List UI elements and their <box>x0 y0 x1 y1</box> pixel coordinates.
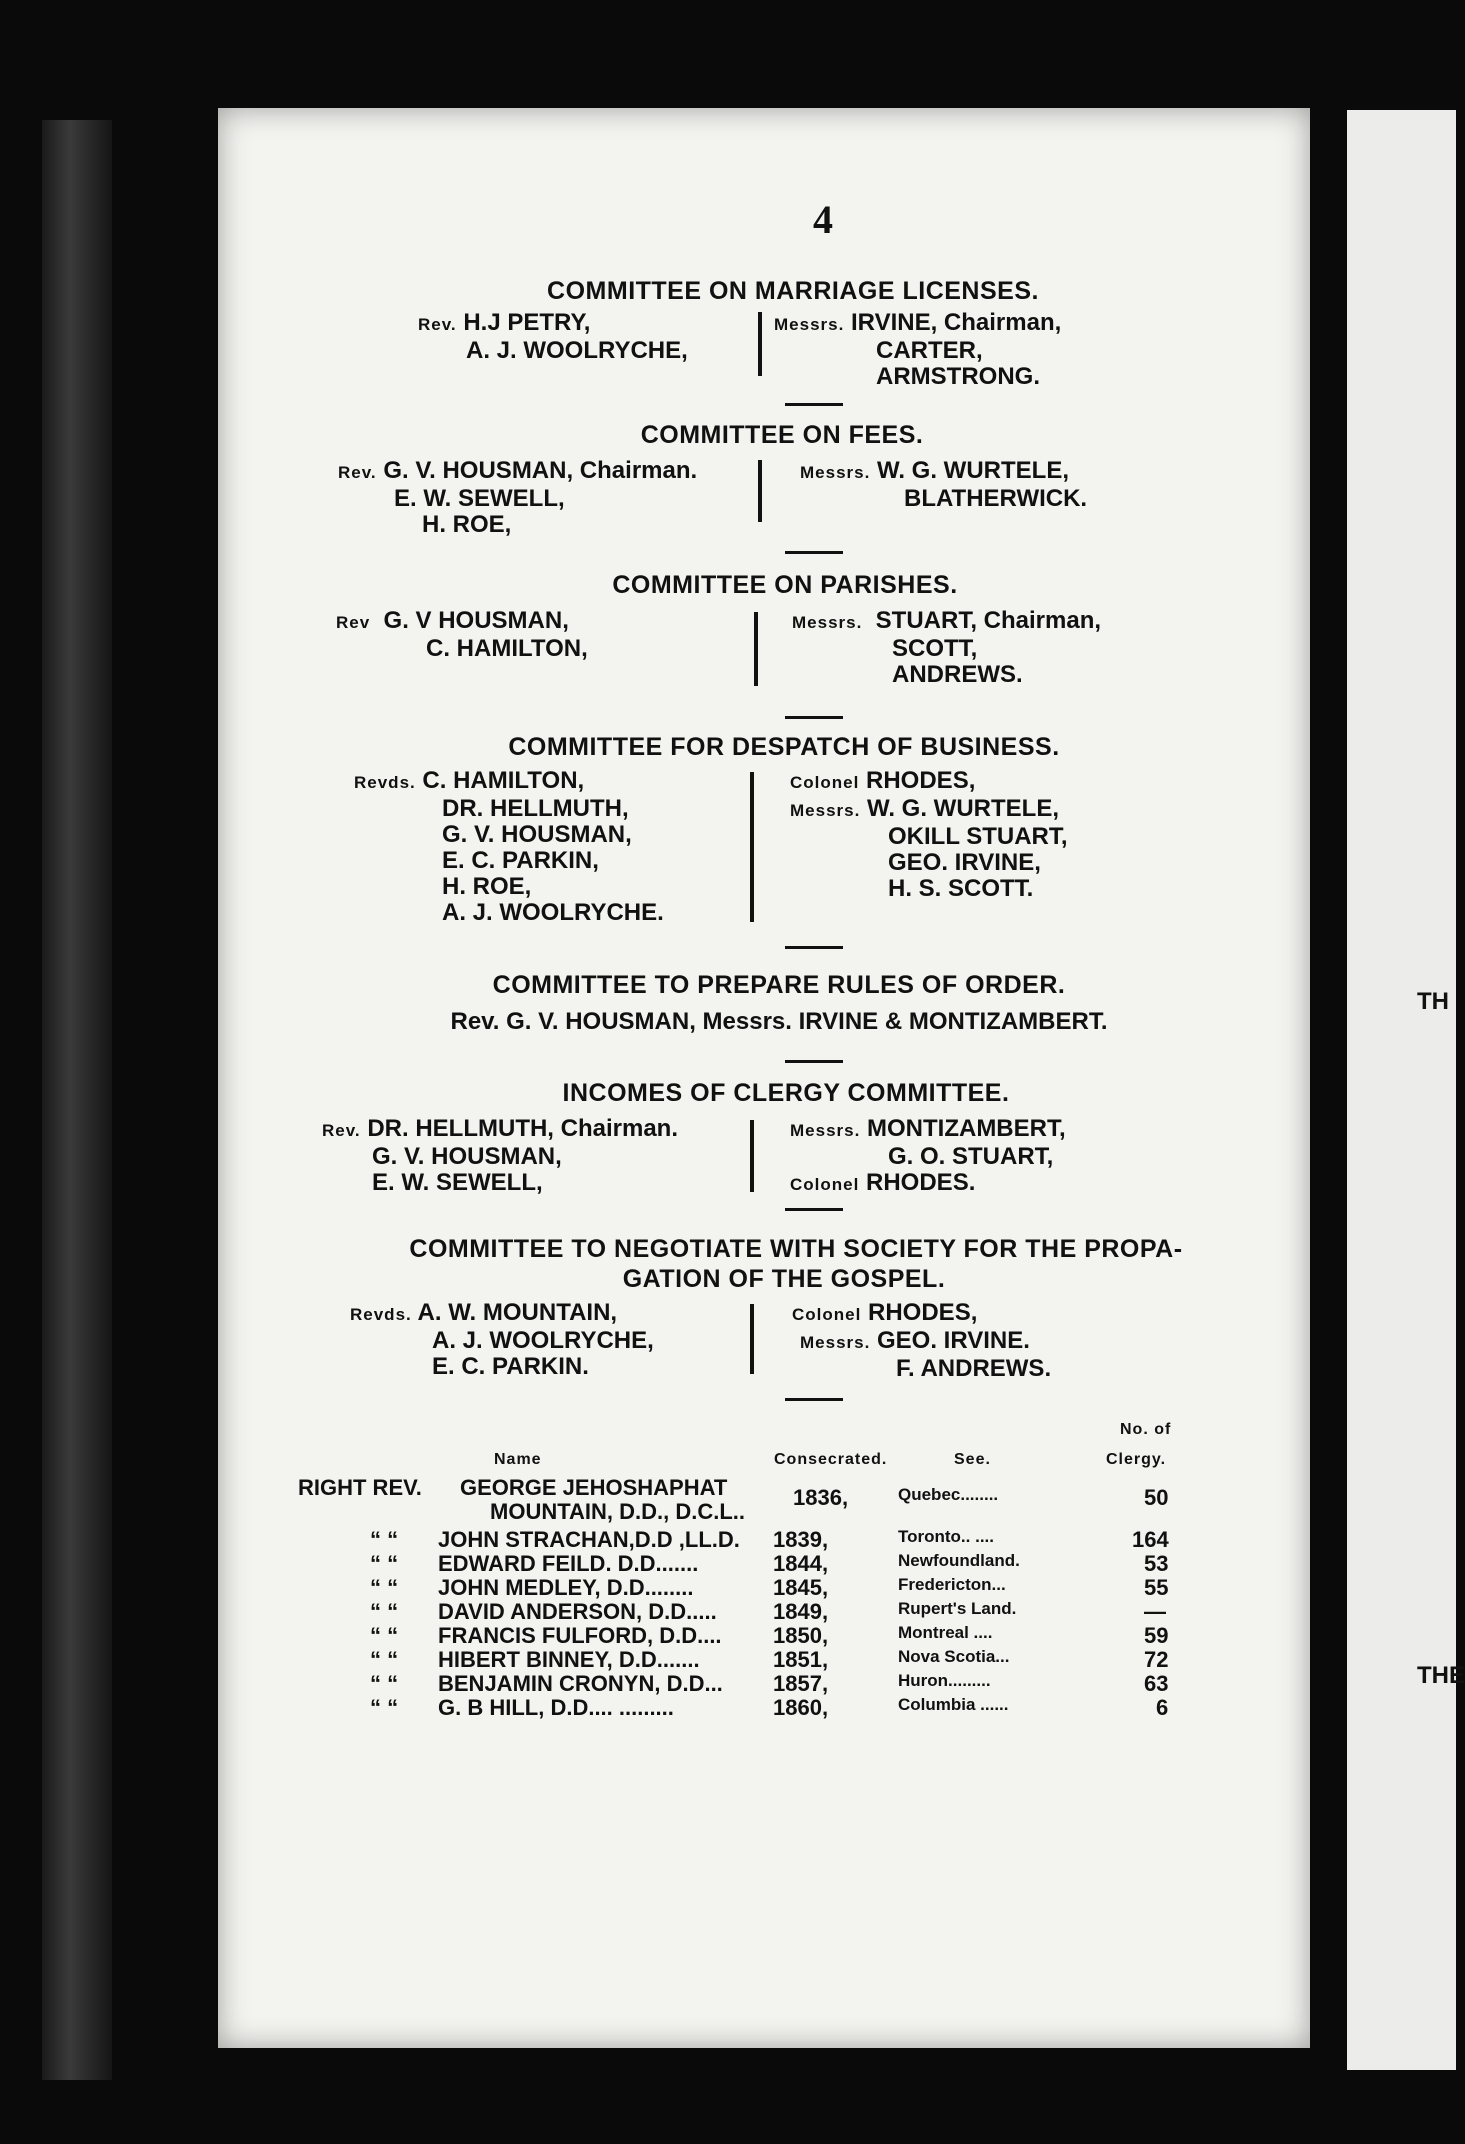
title-abbrev: Messrs. <box>800 463 871 482</box>
see-name: Huron......... <box>898 1671 991 1690</box>
column-header-see: See. <box>954 1451 991 1468</box>
see-name: Rupert's Land. <box>898 1599 1017 1618</box>
bishop-name: GEORGE JEHOSHAPHAT <box>460 1475 728 1500</box>
column-header-name: Name <box>494 1451 542 1468</box>
member-name: G. V. HOUSMAN, <box>372 1143 562 1170</box>
member-name: A. J. WOOLRYCHE, <box>432 1327 654 1354</box>
member-name: W. G. WURTELE, <box>877 457 1069 484</box>
facing-page-fragment: TH <box>1417 988 1449 1015</box>
consecration-year: 1845, <box>773 1575 829 1600</box>
bishop-name: BENJAMIN CRONYN, D.D... <box>438 1671 723 1696</box>
bishop-name: G. B HILL, D.D.... ......... <box>438 1695 674 1720</box>
clergy-count: 53 <box>1144 1551 1169 1576</box>
section-heading: COMMITTEE ON MARRIAGE LICENSES. <box>547 277 1039 305</box>
consecration-year: 1839, <box>773 1527 829 1552</box>
section-rule <box>785 1208 843 1211</box>
ditto-mark: “ “ <box>370 1623 399 1648</box>
member-name: ANDREWS. <box>892 661 1023 688</box>
member-name: OKILL STUART, <box>888 823 1068 850</box>
clergy-column <box>350 1300 654 1380</box>
member-name: RHODES, <box>866 767 976 794</box>
column-header-clergy-top: No. of <box>1120 1421 1172 1438</box>
member-name: IRVINE, Chairman, <box>851 309 1062 336</box>
member-name: G. V. HOUSMAN, <box>442 821 632 848</box>
title-abbrev: Revds. <box>350 1305 412 1324</box>
title-abbrev: Messrs. <box>792 613 863 632</box>
title-abbrev: Messrs. <box>790 1121 861 1140</box>
member-name: A. W. MOUNTAIN, <box>417 1299 618 1326</box>
member-name: DR. HELLMUTH, Chairman. <box>367 1115 679 1142</box>
member-name: SCOTT, <box>892 635 978 662</box>
consecration-year: 1860, <box>773 1695 829 1720</box>
column-header-consecrated: Consecrated. <box>774 1451 888 1468</box>
section-heading: GATION OF THE GOSPEL. <box>622 1265 946 1293</box>
table-row <box>318 1551 1218 1575</box>
clergy-count: 59 <box>1144 1623 1169 1648</box>
clergy-count: 50 <box>1144 1485 1169 1510</box>
clergy-count: 55 <box>1144 1575 1169 1600</box>
member-name: H. ROE, <box>442 873 532 900</box>
section-heading: COMMITTEE TO NEGOTIATE WITH SOCIETY FOR THE PROPA- <box>409 1235 1183 1263</box>
bishop-name: DAVID ANDERSON, D.D..... <box>438 1599 717 1624</box>
table-row <box>318 1527 1218 1551</box>
member-name: G. V HOUSMAN, <box>383 607 569 634</box>
clergy-count: — <box>1144 1599 1166 1624</box>
ditto-mark: “ “ <box>370 1527 399 1552</box>
laity-column <box>792 608 1101 688</box>
section-heading: INCOMES OF CLERGY COMMITTEE. <box>562 1079 1010 1107</box>
title-abbrev: Colonel <box>792 1305 862 1324</box>
bishop-prefix: RIGHT REV. <box>298 1475 422 1500</box>
section-rule <box>785 1060 843 1063</box>
see-name: Columbia ...... <box>898 1695 1009 1714</box>
member-name: DR. HELLMUTH, <box>442 795 629 822</box>
ditto-mark: “ “ <box>370 1695 399 1720</box>
table-row <box>318 1671 1218 1695</box>
clergy-column <box>336 608 588 662</box>
title-abbrev: Rev. <box>418 315 457 334</box>
title-abbrev: Colonel <box>790 773 860 792</box>
book-spine-edge <box>42 120 112 2080</box>
member-name: F. ANDREWS. <box>896 1355 1052 1382</box>
clergy-count: 164 <box>1132 1527 1169 1552</box>
document-page <box>218 108 1310 2048</box>
member-name: A. J. WOOLRYCHE. <box>442 899 664 926</box>
title-abbrev: Messrs. <box>774 315 845 334</box>
bishop-name: EDWARD FEILD. D.D....... <box>438 1551 699 1576</box>
table-row <box>318 1575 1218 1599</box>
title-abbrev: Rev. <box>322 1121 361 1140</box>
bishop-name: JOHN MEDLEY, D.D........ <box>438 1575 694 1600</box>
laity-column <box>800 458 1087 512</box>
committee-members-line: Rev. G. V. HOUSMAN, Messrs. IRVINE & MONTIZAMBERT. <box>450 1008 1108 1035</box>
section-despatch-of-business <box>218 732 1310 926</box>
facing-page-fragment: THE <box>1417 1662 1465 1689</box>
bishop-name: FRANCIS FULFORD, D.D.... <box>438 1623 722 1648</box>
title-abbrev: Messrs. <box>800 1333 871 1352</box>
consecration-year: 1851, <box>773 1647 829 1672</box>
bishop-name: HIBERT BINNEY, D.D....... <box>438 1647 700 1672</box>
section-rule <box>785 551 843 554</box>
title-abbrev: Colonel <box>790 1175 860 1194</box>
member-name: GEO. IRVINE, <box>888 849 1041 876</box>
clergy-count: 72 <box>1144 1647 1169 1672</box>
section-heading: COMMITTEE TO PREPARE RULES OF ORDER. <box>492 971 1066 999</box>
see-name: Quebec........ <box>898 1485 999 1504</box>
see-name: Toronto.. .... <box>898 1527 994 1546</box>
section-fees <box>218 420 1310 538</box>
title-abbrev: Messrs. <box>790 801 861 820</box>
member-name: H. S. SCOTT. <box>888 875 1034 902</box>
member-name: RHODES. <box>866 1169 976 1196</box>
table-row <box>318 1623 1218 1647</box>
section-rules-of-order <box>218 970 1310 1036</box>
laity-column <box>790 768 1068 902</box>
member-name: GEO. IRVINE. <box>877 1327 1030 1354</box>
see-name: Montreal .... <box>898 1623 993 1642</box>
column-divider <box>754 612 758 686</box>
consecration-year: 1857, <box>773 1671 829 1696</box>
section-heading: COMMITTEE ON FEES. <box>640 421 924 449</box>
clergy-column <box>418 310 688 364</box>
column-divider <box>758 460 762 522</box>
member-name: W. G. WURTELE, <box>867 795 1059 822</box>
title-abbrev: Rev <box>336 613 371 632</box>
ditto-mark: “ “ <box>370 1575 399 1600</box>
column-divider <box>758 312 762 376</box>
ditto-mark: “ “ <box>370 1671 399 1696</box>
column-divider <box>750 1304 754 1374</box>
member-name: BLATHERWICK. <box>904 485 1088 512</box>
member-name: H. ROE, <box>422 511 512 538</box>
member-name: ARMSTRONG. <box>876 363 1040 390</box>
consecration-year: 1849, <box>773 1599 829 1624</box>
member-name: G. O. STUART, <box>888 1143 1054 1170</box>
laity-column <box>774 310 1061 390</box>
consecration-year: 1844, <box>773 1551 829 1576</box>
section-incomes-of-clergy <box>218 1078 1310 1196</box>
clergy-column <box>338 458 697 538</box>
section-rule <box>785 946 843 949</box>
member-name: CARTER, <box>876 337 983 364</box>
member-name: E. W. SEWELL, <box>394 485 565 512</box>
member-name: E. C. PARKIN, <box>442 847 599 874</box>
consecration-year: 1836, <box>793 1485 849 1510</box>
table-row <box>318 1599 1218 1623</box>
table-row <box>318 1695 1218 1719</box>
ditto-mark: “ “ <box>370 1647 399 1672</box>
table-row <box>318 1499 1218 1523</box>
member-name: A. J. WOOLRYCHE, <box>466 337 688 364</box>
member-name: H.J PETRY, <box>463 309 591 336</box>
member-name: RHODES, <box>868 1299 978 1326</box>
member-name: E. C. PARKIN. <box>432 1353 589 1380</box>
see-name: Nova Scotia... <box>898 1647 1010 1666</box>
bishop-name: JOHN STRACHAN,D.D ,LL.D. <box>438 1527 740 1552</box>
title-abbrev: Rev. <box>338 463 377 482</box>
table-row <box>318 1647 1218 1671</box>
laity-column <box>792 1300 1051 1382</box>
member-name: C. HAMILTON, <box>422 767 585 794</box>
section-heading: COMMITTEE FOR DESPATCH OF BUSINESS. <box>508 733 1060 761</box>
member-name: MONTIZAMBERT, <box>867 1115 1066 1142</box>
clergy-column <box>322 1116 678 1196</box>
title-abbrev: Revds. <box>354 773 416 792</box>
member-name: G. V. HOUSMAN, Chairman. <box>383 457 698 484</box>
column-divider <box>750 1120 754 1192</box>
consecration-year: 1850, <box>773 1623 829 1648</box>
member-name: E. W. SEWELL, <box>372 1169 543 1196</box>
facing-page-edge <box>1347 110 1465 2070</box>
page-number: 4 <box>813 197 833 242</box>
section-parishes <box>218 570 1310 688</box>
clergy-column <box>354 768 664 926</box>
column-header-clergy: Clergy. <box>1106 1451 1167 1468</box>
section-rule <box>785 1398 843 1401</box>
member-name: STUART, Chairman, <box>875 607 1102 634</box>
bishop-name: MOUNTAIN, D.D., D.C.L.. <box>490 1499 746 1524</box>
section-propagation-of-gospel <box>218 1234 1310 1382</box>
section-rule <box>785 403 843 406</box>
section-heading: COMMITTEE ON PARISHES. <box>612 571 958 599</box>
section-rule <box>785 716 843 719</box>
clergy-count: 63 <box>1144 1671 1169 1696</box>
clergy-count: 6 <box>1156 1695 1169 1720</box>
ditto-mark: “ “ <box>370 1599 399 1624</box>
ditto-mark: “ “ <box>370 1551 399 1576</box>
member-name: C. HAMILTON, <box>426 635 588 662</box>
see-name: Newfoundland. <box>898 1551 1020 1570</box>
laity-column <box>790 1116 1066 1198</box>
table-row <box>298 1475 1218 1510</box>
column-divider <box>750 772 754 922</box>
see-name: Fredericton... <box>898 1575 1006 1594</box>
